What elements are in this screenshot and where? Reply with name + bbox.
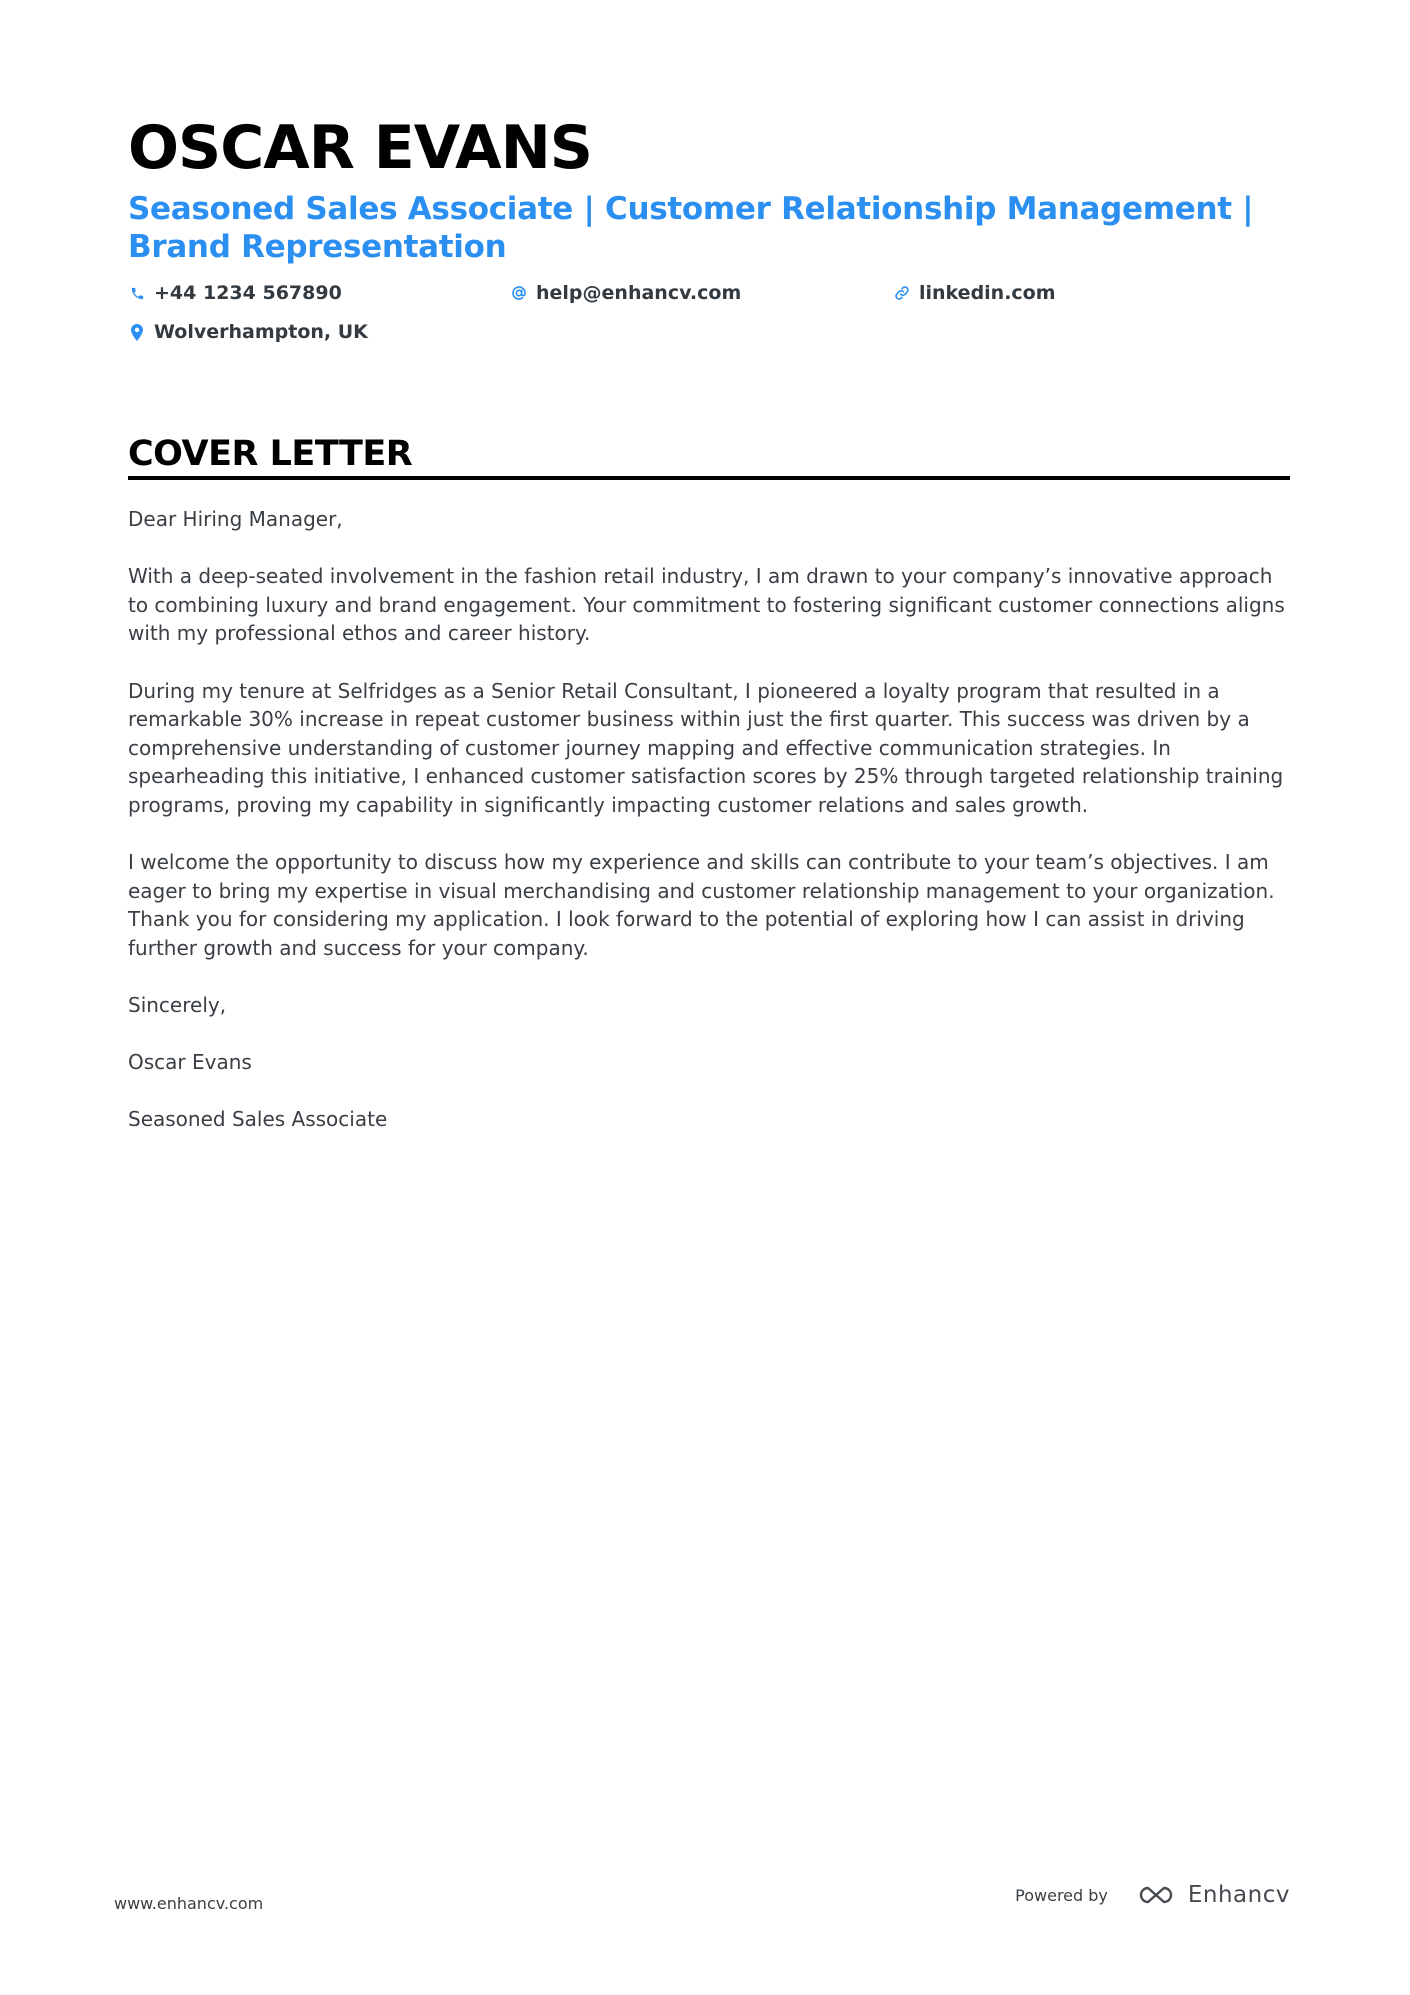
phone-text: +44 1234 567890 bbox=[154, 282, 342, 304]
letter-paragraph: I welcome the opportunity to discuss how my experience and skills can contribute to your team’s objectives. I am eager to bring my expertise in visual merchandising and customer relationship management to your organization. Thank you for considering my application. I look forward to the potential of exploring how I can assist in driving further growth and success for your company. bbox=[128, 850, 1275, 960]
footer-branding[interactable] bbox=[1015, 1882, 1290, 1908]
candidate-headline: Seasoned Sales Associate | Customer Relationship Management | Brand Representation bbox=[128, 191, 1254, 265]
email-text[interactable]: help@enhancv.com bbox=[536, 282, 742, 304]
powered-by-label: Powered by bbox=[1015, 1885, 1108, 1905]
candidate-name: OSCAR EVANS bbox=[128, 113, 592, 183]
phone-icon bbox=[128, 284, 146, 302]
section-title: COVER LETTER bbox=[128, 434, 413, 474]
letter-body bbox=[128, 505, 1293, 1163]
contact-location bbox=[128, 319, 368, 345]
contact-phone bbox=[128, 280, 342, 306]
enhancv-logo-icon bbox=[1134, 1883, 1180, 1907]
signature-title: Seasoned Sales Associate bbox=[128, 1107, 388, 1132]
letter-paragraph: With a deep-seated involvement in the fashion retail industry, I am drawn to your company’s innovative approach to combining luxury and brand engagement. Your commitment to fostering significant customer connections aligns with my professional ethos and career history. bbox=[128, 564, 1285, 646]
location-pin-icon bbox=[128, 323, 146, 341]
letter-greeting: Dear Hiring Manager, bbox=[128, 507, 343, 531]
link-text[interactable]: linkedin.com bbox=[919, 282, 1056, 304]
at-icon bbox=[510, 284, 528, 302]
section-divider bbox=[128, 476, 1290, 480]
brand-name: Enhancv bbox=[1187, 1882, 1290, 1908]
signature-name: Oscar Evans bbox=[128, 1050, 252, 1075]
contact-link[interactable] bbox=[893, 280, 1056, 306]
contact-email[interactable] bbox=[510, 280, 741, 306]
enhancv-logo[interactable] bbox=[1134, 1882, 1290, 1908]
footer-website[interactable]: www.enhancv.com bbox=[114, 1894, 264, 1913]
location-text: Wolverhampton, UK bbox=[154, 321, 368, 343]
letter-paragraph: During my tenure at Selfridges as a Senior Retail Consultant, I pioneered a loyalty program that resulted in a remarkable 30% increase in repeat customer business within just the first quarter. This success was driven by a comprehensive understanding of customer journey mapping and effective communication strategies. In spearheading this initiative, I enhanced customer satisfaction scores by 25% through targeted relationship training programs, proving my capability in significantly impacting customer relations and sales growth. bbox=[128, 678, 1284, 817]
link-icon bbox=[893, 284, 911, 302]
letter-closing: Sincerely, bbox=[128, 993, 227, 1018]
